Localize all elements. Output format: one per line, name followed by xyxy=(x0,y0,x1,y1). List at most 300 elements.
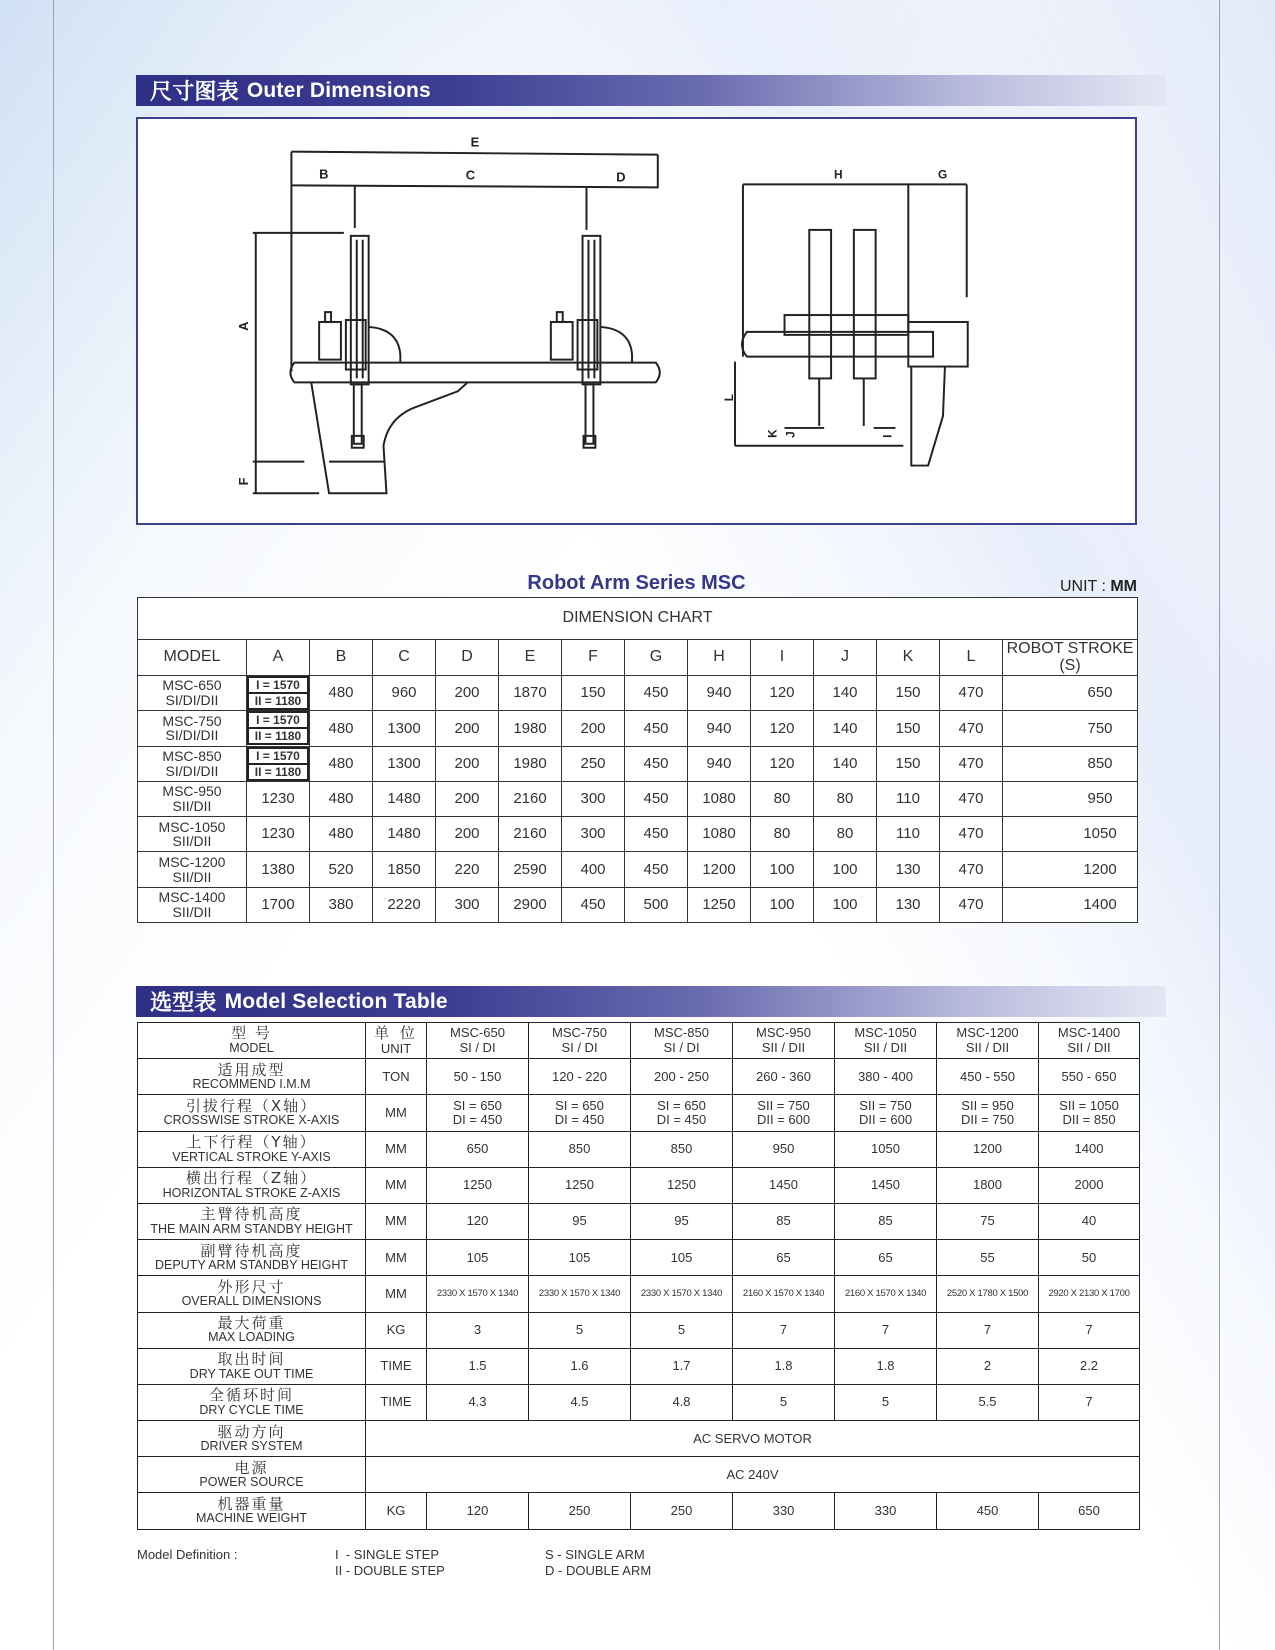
definition-double-step: II - DOUBLE STEP xyxy=(335,1563,445,1578)
label-k: K xyxy=(765,429,780,438)
dimension-value: 1300 xyxy=(373,746,436,781)
unit-cell: TON xyxy=(366,1059,427,1095)
model-name: MSC-1400 xyxy=(1057,1025,1121,1041)
spec-value: 550 - 650 xyxy=(1039,1059,1140,1095)
column-header: E xyxy=(499,640,562,676)
spec-value: 2330 X 1570 X 1340 xyxy=(427,1276,529,1312)
dimension-value: 450 xyxy=(625,711,688,746)
model-column-header xyxy=(427,1023,529,1059)
dimension-value: 200 xyxy=(436,711,499,746)
model-column-header xyxy=(937,1023,1039,1059)
model-variant: SI / DI xyxy=(561,1039,598,1055)
spec-value: 2 xyxy=(937,1348,1039,1384)
unit-cell: KG xyxy=(366,1312,427,1348)
dimension-value: 150 xyxy=(877,676,940,711)
unit-cell: MM xyxy=(366,1131,427,1167)
spec-value: 5.5 xyxy=(937,1384,1039,1420)
spec-value: 7 xyxy=(1039,1384,1140,1420)
model-variant: SII/DII xyxy=(172,833,212,850)
dimension-value: 150 xyxy=(877,711,940,746)
spec-value: 55 xyxy=(937,1240,1039,1276)
dimension-drawing xyxy=(136,117,1137,525)
spec-value: 65 xyxy=(835,1240,937,1276)
merged-value-cell: AC SERVO MOTOR xyxy=(366,1421,1140,1457)
selection-row xyxy=(138,1421,1140,1457)
spec-value: 2160 X 1570 X 1340 xyxy=(835,1276,937,1312)
dimension-value: 120 xyxy=(751,746,814,781)
model-name: MSC-1050 xyxy=(854,1025,917,1041)
spec-value: 330 xyxy=(733,1493,835,1529)
dimension-value: 200 xyxy=(562,711,625,746)
dimension-value: 470 xyxy=(940,781,1003,816)
spec-value: 200 - 250 xyxy=(631,1059,733,1095)
dimension-value: 470 xyxy=(940,817,1003,852)
dimension-a-cell xyxy=(247,676,310,711)
spec-value: 1.6 xyxy=(529,1348,631,1384)
model-name: MSC-850 xyxy=(162,748,222,765)
spec-value: 2.2 xyxy=(1039,1348,1140,1384)
dimension-row xyxy=(138,817,1138,852)
spec-value: 5 xyxy=(631,1312,733,1348)
dimension-value: 940 xyxy=(688,676,751,711)
param-label-en: HORIZONTAL STROKE Z-AXIS xyxy=(162,1185,341,1200)
dimension-a-split xyxy=(247,747,309,781)
dimension-value: 1080 xyxy=(688,781,751,816)
outer-dimensions-title-zh: 尺寸图表 xyxy=(150,80,239,105)
merged-value-cell: AC 240V xyxy=(366,1457,1140,1493)
label-j: J xyxy=(783,431,798,438)
dimension-chart-caption: DIMENSION CHART xyxy=(138,598,1138,640)
spec-value: 260 - 360 xyxy=(733,1059,835,1095)
selection-header-row xyxy=(138,1023,1140,1059)
spec-value: 2160 X 1570 X 1340 xyxy=(733,1276,835,1312)
model-column-header xyxy=(529,1023,631,1059)
robot-stroke-value: 1050 xyxy=(1003,817,1138,852)
dimension-a-value: II = 1180 xyxy=(249,763,307,779)
spec-value: 450 xyxy=(937,1493,1039,1529)
spec-value-line: DII = 750 xyxy=(960,1111,1015,1127)
parameter-cell xyxy=(138,1276,366,1312)
dimension-a-cell: 1230 xyxy=(247,781,310,816)
param-label-en: CROSSWISE STROKE X-AXIS xyxy=(163,1113,340,1128)
dimension-value: 140 xyxy=(814,746,877,781)
selection-row xyxy=(138,1312,1140,1348)
dimension-value: 1480 xyxy=(373,817,436,852)
dimension-a-split xyxy=(247,711,309,745)
spec-value-line: SI = 650 xyxy=(555,1097,604,1113)
dimension-value: 450 xyxy=(625,746,688,781)
dimension-a-value: I = 1570 xyxy=(256,713,300,728)
dimension-value: 140 xyxy=(814,676,877,711)
dimension-value: 1980 xyxy=(499,711,562,746)
unit-cell: KG xyxy=(366,1493,427,1529)
spec-value: 2920 X 2130 X 1700 xyxy=(1039,1276,1140,1312)
param-label-en: DRY TAKE OUT TIME xyxy=(189,1366,314,1381)
param-label-zh: 驱动方向 xyxy=(217,1422,286,1441)
param-label-zh: 型 号 xyxy=(231,1024,272,1043)
spec-value-line: SI = 650 xyxy=(453,1097,502,1113)
model-variant: SI/DI/DII xyxy=(165,692,219,709)
dimension-value: 150 xyxy=(877,746,940,781)
dimension-value: 1080 xyxy=(688,817,751,852)
parameter-cell xyxy=(138,1384,366,1420)
dimension-a-cell xyxy=(247,711,310,746)
spec-value: 105 xyxy=(529,1240,631,1276)
param-label-zh: 横出行程（Z轴） xyxy=(185,1169,318,1188)
model-definition-label: Model Definition : xyxy=(137,1547,238,1562)
dimension-value: 520 xyxy=(310,852,373,887)
model-name: MSC-750 xyxy=(552,1025,607,1041)
spec-value: 1450 xyxy=(835,1167,937,1203)
unit-header-en: UNIT xyxy=(380,1040,412,1056)
dimension-value: 200 xyxy=(436,817,499,852)
dimension-value: 300 xyxy=(562,817,625,852)
dimension-value: 250 xyxy=(562,746,625,781)
dimension-value: 960 xyxy=(373,676,436,711)
spec-value: 380 - 400 xyxy=(835,1059,937,1095)
selection-row xyxy=(138,1095,1140,1131)
column-header: I xyxy=(751,640,814,676)
spec-value: 1400 xyxy=(1039,1131,1140,1167)
dimension-value: 2220 xyxy=(373,887,436,922)
spec-value-line: SI = 650 xyxy=(657,1097,706,1113)
dimension-value: 110 xyxy=(877,817,940,852)
selection-row xyxy=(138,1131,1140,1167)
model-variant: SII / DII xyxy=(965,1039,1010,1055)
parameter-cell xyxy=(138,1131,366,1167)
robot-stroke-value: 750 xyxy=(1003,711,1138,746)
arm-definitions xyxy=(545,1547,651,1579)
dimension-value: 470 xyxy=(940,852,1003,887)
spec-value: 5 xyxy=(835,1384,937,1420)
spec-value: 7 xyxy=(1039,1312,1140,1348)
dimension-value: 940 xyxy=(688,711,751,746)
dimension-value: 470 xyxy=(940,711,1003,746)
spec-value: 1.8 xyxy=(835,1348,937,1384)
robot-stroke-value: 950 xyxy=(1003,781,1138,816)
param-label-en: DRY CYCLE TIME xyxy=(199,1402,304,1417)
param-label-en: DEPUTY ARM STANDBY HEIGHT xyxy=(154,1258,349,1273)
dimension-value: 1480 xyxy=(373,781,436,816)
dimension-value: 150 xyxy=(562,676,625,711)
selection-row xyxy=(138,1348,1140,1384)
definition-single-step: I - SINGLE STEP xyxy=(335,1547,440,1562)
spec-value: 5 xyxy=(529,1312,631,1348)
dimension-a-split xyxy=(247,676,309,710)
spec-value: 7 xyxy=(835,1312,937,1348)
spec-value: 65 xyxy=(733,1240,835,1276)
label-l: L xyxy=(722,393,737,402)
parameter-cell xyxy=(138,1348,366,1384)
dimension-value: 470 xyxy=(940,746,1003,781)
model-cell xyxy=(138,781,247,816)
label-a: A xyxy=(235,321,251,331)
model-name: MSC-950 xyxy=(162,783,222,800)
dimension-value: 500 xyxy=(625,887,688,922)
dimension-value: 1980 xyxy=(499,746,562,781)
step-definitions xyxy=(335,1547,445,1579)
dimension-value: 140 xyxy=(814,711,877,746)
spec-value: 2330 X 1570 X 1340 xyxy=(631,1276,733,1312)
unit-cell: MM xyxy=(366,1240,427,1276)
robot-stroke-value: 850 xyxy=(1003,746,1138,781)
spec-value: 40 xyxy=(1039,1203,1140,1239)
series-title: Robot Arm Series MSC xyxy=(527,572,746,594)
spec-value: 1200 xyxy=(937,1131,1039,1167)
param-label-zh: 引拔行程（X轴） xyxy=(185,1096,318,1115)
model-name: MSC-850 xyxy=(654,1025,709,1041)
spec-value: 75 xyxy=(937,1203,1039,1239)
param-label-en: POWER SOURCE xyxy=(199,1475,304,1490)
dimension-row xyxy=(138,852,1138,887)
unit-cell: MM xyxy=(366,1167,427,1203)
spec-value: 120 xyxy=(427,1203,529,1239)
column-header: C xyxy=(373,640,436,676)
dimension-row xyxy=(138,711,1138,746)
dimension-value: 2590 xyxy=(499,852,562,887)
dimension-value: 480 xyxy=(310,817,373,852)
dimension-value: 200 xyxy=(436,746,499,781)
spec-value: 120 - 220 xyxy=(529,1059,631,1095)
spec-value xyxy=(427,1095,529,1131)
label-d: D xyxy=(616,169,626,185)
model-cell xyxy=(138,852,247,887)
model-cell xyxy=(138,711,247,746)
label-b: B xyxy=(319,166,329,182)
spec-value-line: DII = 600 xyxy=(756,1111,811,1127)
dimension-value: 450 xyxy=(625,676,688,711)
param-label-en: MAX LOADING xyxy=(208,1330,295,1345)
column-header: A xyxy=(247,640,310,676)
column-header: F xyxy=(562,640,625,676)
model-variant: SII/DII xyxy=(172,868,212,885)
column-header: L xyxy=(940,640,1003,676)
model-variant: SII / DII xyxy=(863,1039,908,1055)
label-f: F xyxy=(235,477,251,486)
model-name: MSC-950 xyxy=(756,1025,811,1041)
spec-value: 105 xyxy=(631,1240,733,1276)
dimension-value: 480 xyxy=(310,781,373,816)
spec-value: 1250 xyxy=(631,1167,733,1203)
model-name: MSC-650 xyxy=(162,677,222,694)
selection-row xyxy=(138,1457,1140,1493)
dimension-value: 450 xyxy=(625,817,688,852)
param-label-zh: 机器重量 xyxy=(217,1494,286,1513)
spec-value-line: DI = 450 xyxy=(656,1111,707,1127)
dimension-value: 1850 xyxy=(373,852,436,887)
unit-header-zh: 单 位 xyxy=(374,1024,418,1043)
spec-value: 7 xyxy=(733,1312,835,1348)
parameter-cell xyxy=(138,1421,366,1457)
dimension-value: 2160 xyxy=(499,781,562,816)
dimension-value: 130 xyxy=(877,852,940,887)
dimension-value: 940 xyxy=(688,746,751,781)
spec-value: 1.5 xyxy=(427,1348,529,1384)
spec-value-line: SII = 750 xyxy=(757,1097,810,1113)
spec-value: 850 xyxy=(529,1131,631,1167)
spec-value xyxy=(1039,1095,1140,1131)
unit-cell: MM xyxy=(366,1276,427,1312)
model-selection-title-en: Model Selection Table xyxy=(224,989,448,1013)
spec-value xyxy=(529,1095,631,1131)
selection-row xyxy=(138,1276,1140,1312)
parameter-cell xyxy=(138,1493,366,1529)
spec-value: 1050 xyxy=(835,1131,937,1167)
param-label-zh: 适用成型 xyxy=(217,1060,286,1079)
param-label-en: RECOMMEND I.M.M xyxy=(192,1077,311,1092)
param-label-zh: 最大荷重 xyxy=(217,1313,286,1332)
spec-value: 5 xyxy=(733,1384,835,1420)
spec-value: 1450 xyxy=(733,1167,835,1203)
model-variant: SI / DI xyxy=(663,1039,700,1055)
dimension-a-value: I = 1570 xyxy=(256,748,300,763)
model-cell xyxy=(138,887,247,922)
param-label-en: MODEL xyxy=(229,1040,274,1055)
param-label-zh: 电源 xyxy=(234,1458,269,1477)
dimension-value: 80 xyxy=(814,781,877,816)
model-column-header xyxy=(631,1023,733,1059)
spec-value: 4.5 xyxy=(529,1384,631,1420)
spec-value-line: DI = 450 xyxy=(452,1111,503,1127)
model-column-header xyxy=(835,1023,937,1059)
selection-row xyxy=(138,1059,1140,1095)
spec-value: 4.8 xyxy=(631,1384,733,1420)
param-label-zh: 取出时间 xyxy=(217,1350,286,1369)
param-label-zh: 副臂待机高度 xyxy=(200,1241,303,1260)
spec-value: 3 xyxy=(427,1312,529,1348)
dimension-value: 480 xyxy=(310,676,373,711)
param-label-zh: 上下行程（Y轴） xyxy=(186,1133,317,1152)
selection-row xyxy=(138,1240,1140,1276)
spec-value: 650 xyxy=(1039,1493,1140,1529)
unit-header-cell xyxy=(366,1023,427,1059)
parameter-cell xyxy=(138,1203,366,1239)
selection-row xyxy=(138,1203,1140,1239)
spec-value: 2330 X 1570 X 1340 xyxy=(529,1276,631,1312)
model-variant: SII/DII xyxy=(172,798,212,815)
column-header: ROBOT STROKE (S) xyxy=(1003,640,1138,676)
robot-stroke-value: 650 xyxy=(1003,676,1138,711)
dimension-value: 80 xyxy=(814,817,877,852)
dimension-value: 450 xyxy=(562,887,625,922)
dimension-value: 110 xyxy=(877,781,940,816)
spec-value-line: DI = 450 xyxy=(554,1111,605,1127)
dimension-value: 380 xyxy=(310,887,373,922)
column-header: J xyxy=(814,640,877,676)
spec-value xyxy=(937,1095,1039,1131)
model-cell xyxy=(138,746,247,781)
parameter-cell xyxy=(138,1240,366,1276)
dimension-value: 80 xyxy=(751,781,814,816)
spec-value: 7 xyxy=(937,1312,1039,1348)
spec-value: 50 - 150 xyxy=(427,1059,529,1095)
unit-cell: TIME xyxy=(366,1348,427,1384)
model-name: MSC-1400 xyxy=(158,889,226,906)
side-view xyxy=(722,167,968,465)
dimension-value: 200 xyxy=(436,781,499,816)
model-variant: SI / DI xyxy=(459,1039,496,1055)
dimension-value: 2900 xyxy=(499,887,562,922)
selection-row xyxy=(138,1384,1140,1420)
unit-cell: TIME xyxy=(366,1384,427,1420)
dimension-value: 100 xyxy=(751,852,814,887)
param-label-en: MACHINE WEIGHT xyxy=(195,1511,308,1526)
spec-value: 250 xyxy=(631,1493,733,1529)
spec-value: 950 xyxy=(733,1131,835,1167)
model-variant: SI/DI/DII xyxy=(165,727,219,744)
dimension-value: 130 xyxy=(877,887,940,922)
model-selection-table xyxy=(137,1022,1140,1530)
spec-value: 1250 xyxy=(529,1167,631,1203)
spec-value-line: SII = 1050 xyxy=(1059,1097,1119,1113)
dimension-value: 80 xyxy=(751,817,814,852)
spec-value: 1800 xyxy=(937,1167,1039,1203)
page-margin-line xyxy=(1219,0,1220,1650)
column-header: H xyxy=(688,640,751,676)
model-selection-header xyxy=(136,986,1166,1017)
dimension-value: 1870 xyxy=(499,676,562,711)
spec-value-line: DII = 850 xyxy=(1062,1111,1116,1127)
label-g: G xyxy=(938,167,948,182)
selection-row xyxy=(138,1167,1140,1203)
dimension-a-cell: 1380 xyxy=(247,852,310,887)
spec-value: 250 xyxy=(529,1493,631,1529)
spec-value: 1.8 xyxy=(733,1348,835,1384)
dimension-a-cell: 1230 xyxy=(247,817,310,852)
front-view xyxy=(236,135,660,494)
unit-cell: MM xyxy=(366,1095,427,1131)
dimension-value: 470 xyxy=(940,887,1003,922)
param-label-zh: 主臂待机高度 xyxy=(200,1205,303,1224)
dimension-value: 450 xyxy=(625,781,688,816)
dimension-value: 480 xyxy=(310,746,373,781)
model-cell xyxy=(138,817,247,852)
robot-stroke-value: 1400 xyxy=(1003,887,1138,922)
robot-arm-drawing xyxy=(138,119,1135,523)
model-name: MSC-750 xyxy=(162,712,222,729)
column-header: MODEL xyxy=(138,640,247,676)
dimension-value: 300 xyxy=(562,781,625,816)
dimension-row xyxy=(138,676,1138,711)
model-selection-title-zh: 选型表 xyxy=(150,991,217,1016)
spec-value: 85 xyxy=(835,1203,937,1239)
spec-value: 4.3 xyxy=(427,1384,529,1420)
spec-value-line: SII = 950 xyxy=(961,1097,1014,1113)
parameter-cell xyxy=(138,1457,366,1493)
dimension-value: 220 xyxy=(436,852,499,887)
dimension-a-cell xyxy=(247,746,310,781)
param-label-en: VERTICAL STROKE Y-AXIS xyxy=(172,1149,331,1164)
spec-value: 120 xyxy=(427,1493,529,1529)
dimension-value: 1250 xyxy=(688,887,751,922)
column-header: D xyxy=(436,640,499,676)
dimension-row xyxy=(138,781,1138,816)
label-i: I xyxy=(880,434,895,438)
model-column-header xyxy=(733,1023,835,1059)
robot-stroke-value: 1200 xyxy=(1003,852,1138,887)
outer-dimensions-header xyxy=(136,75,1166,106)
column-header: B xyxy=(310,640,373,676)
param-label-en: OVERALL DIMENSIONS xyxy=(181,1294,322,1309)
dimension-row xyxy=(138,887,1138,922)
spec-value xyxy=(631,1095,733,1131)
definition-double-arm: D - DOUBLE ARM xyxy=(545,1563,652,1578)
dimension-value: 100 xyxy=(814,887,877,922)
spec-value: 1250 xyxy=(427,1167,529,1203)
spec-value: 330 xyxy=(835,1493,937,1529)
unit-cell: MM xyxy=(366,1203,427,1239)
spec-value: 95 xyxy=(529,1203,631,1239)
